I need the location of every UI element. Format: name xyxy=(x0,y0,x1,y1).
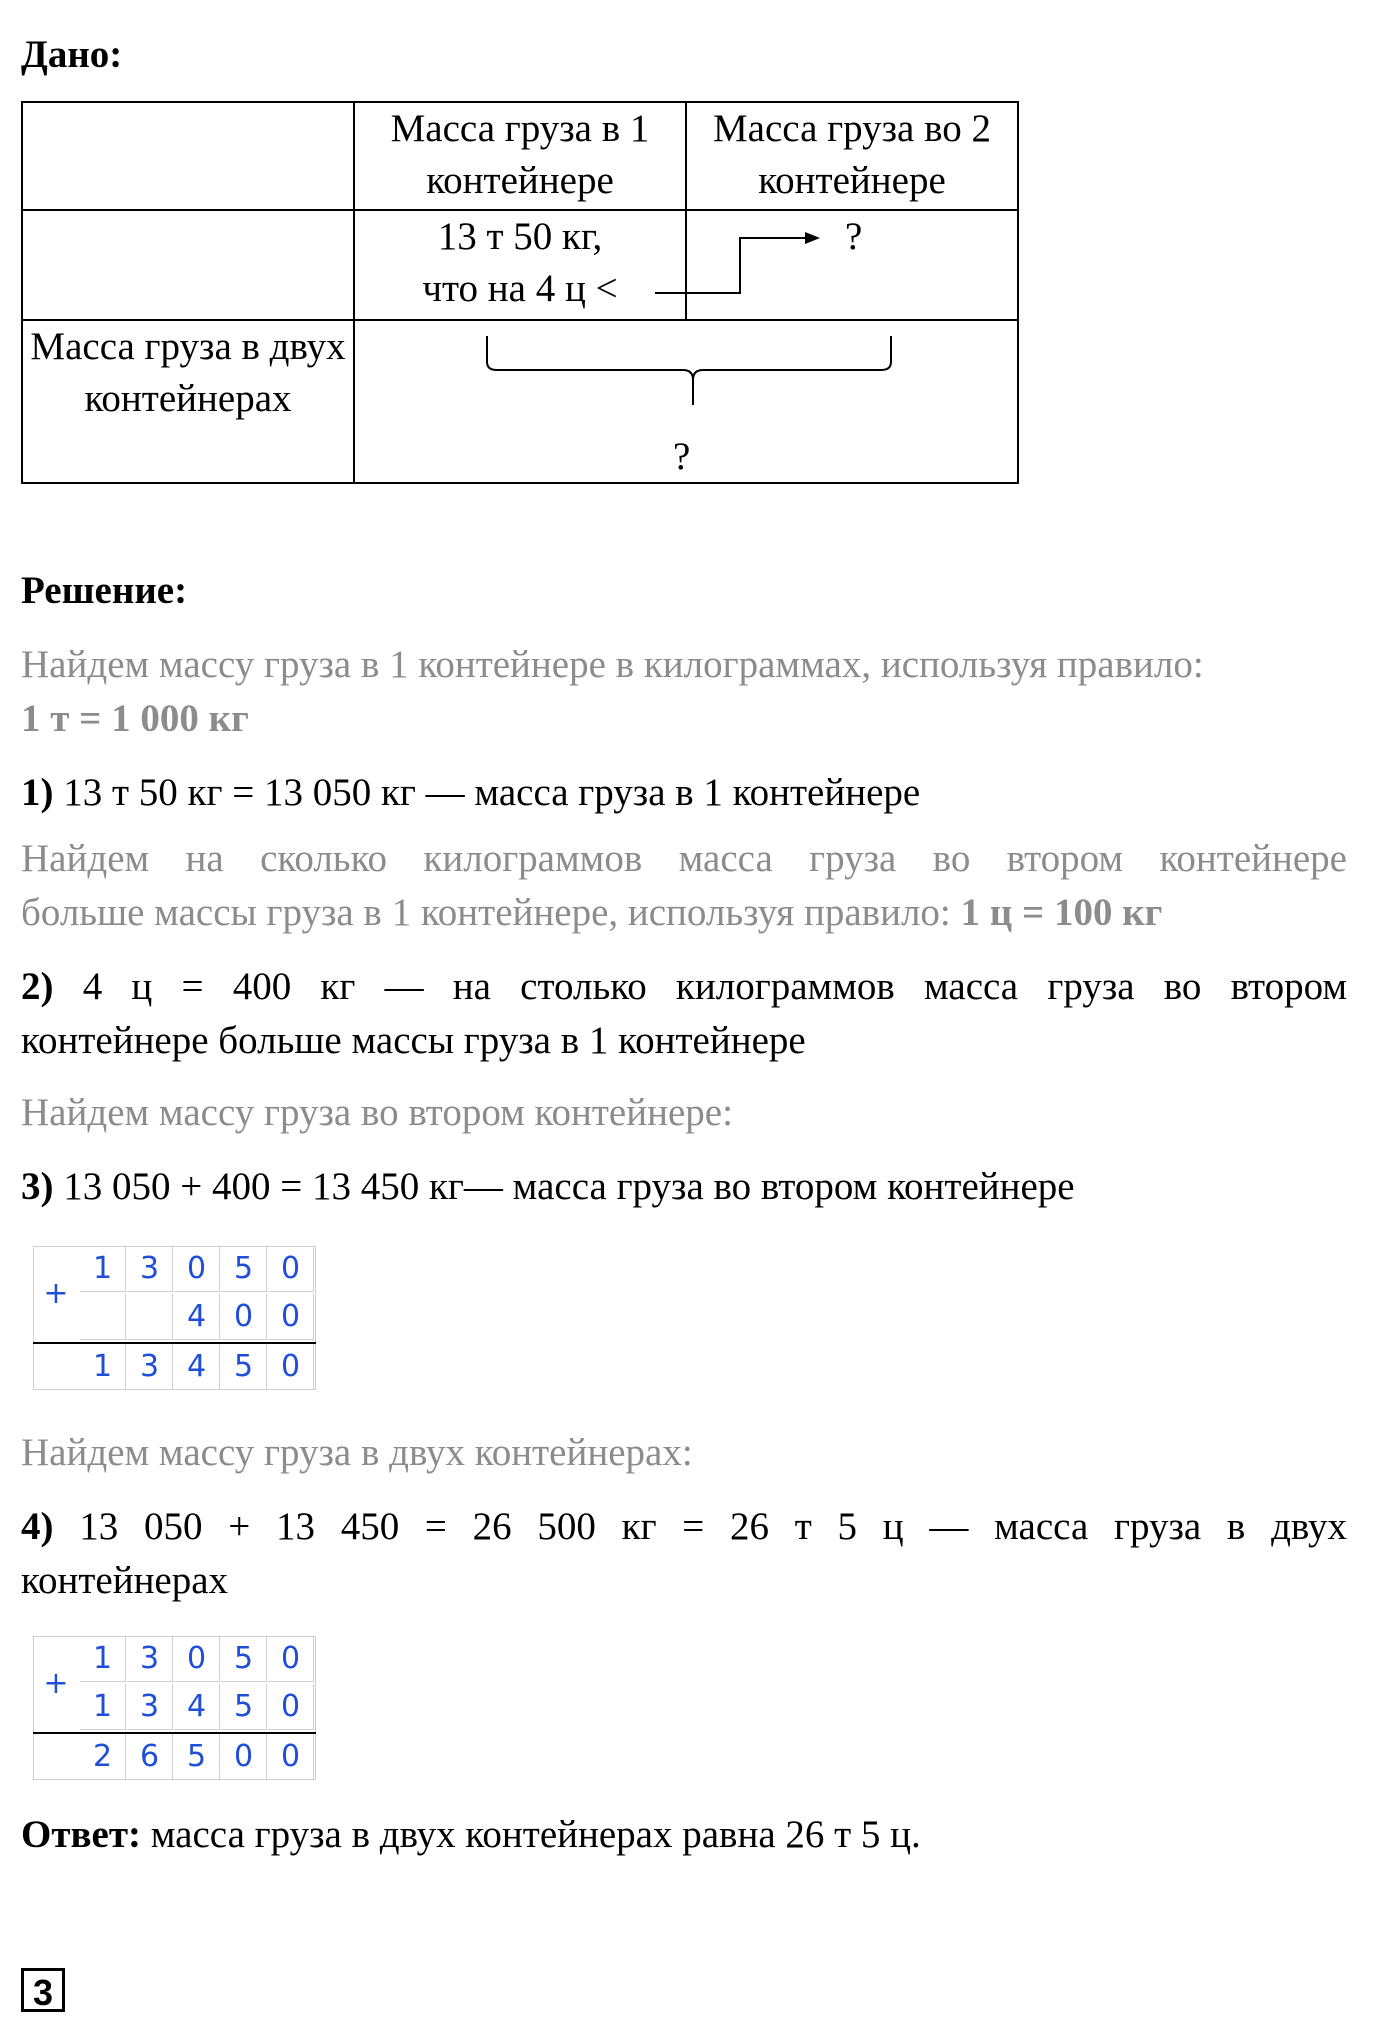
result-digit-cell: 1 xyxy=(80,1344,126,1390)
hint-4: Найдем массу груза в двух контейнерах: xyxy=(21,1431,693,1474)
step-1-text: 13 т 50 кг = 13 050 кг — масса груза в 1 контейнере xyxy=(63,771,921,814)
digit-cell: 4 xyxy=(174,1684,220,1730)
step-1 xyxy=(21,766,1361,820)
given-total-unknown: ? xyxy=(673,435,691,478)
hint-3: Найдем массу груза во втором контейнере: xyxy=(21,1091,733,1134)
given-heading: Дано: xyxy=(21,33,123,76)
given-mass1-value: 13 т 50 кг, xyxy=(437,215,603,258)
step-4-line2: контейнерах xyxy=(21,1559,229,1602)
page-number: 3 xyxy=(21,1968,65,2012)
step-3 xyxy=(21,1160,1361,1214)
step-3-text: 13 050 + 400 = 13 450 кг— масса груза во втором контейнере xyxy=(63,1165,1075,1208)
digit-cell: 1 xyxy=(80,1684,126,1730)
digit-cell: 0 xyxy=(268,1294,314,1340)
digit-cell: 1 xyxy=(80,1246,126,1292)
given-mass2-unknown: ? xyxy=(845,215,863,258)
given-row2-label: Масса груза в двух контейнерах xyxy=(22,320,354,483)
hint-1 xyxy=(21,638,1361,746)
plus-sign: + xyxy=(43,1666,69,1701)
hint-2 xyxy=(21,832,1347,940)
solution-heading: Решение: xyxy=(21,569,188,612)
hint-1-text: Найдем массу груза в 1 контейнере в килограммах, используя правило: xyxy=(21,643,1204,686)
digit-cell xyxy=(80,1294,126,1340)
step-4-number: 4) xyxy=(21,1505,54,1548)
digit-cell: 0 xyxy=(268,1246,314,1292)
digit-cell: 5 xyxy=(221,1636,267,1682)
hint-1-rule: 1 т = 1 000 кг xyxy=(21,697,249,740)
column-addition-2 xyxy=(33,1636,316,1780)
step-2-line1: 4 ц = 400 кг — на столько килограммов масса груза во втором xyxy=(82,965,1348,1008)
result-digit-cell: 6 xyxy=(127,1734,173,1780)
hint-2-text-cont: больше массы груза в 1 контейнере, используя правило: xyxy=(21,891,951,934)
result-digit-cell: 0 xyxy=(268,1344,314,1390)
step-2 xyxy=(21,960,1347,1068)
answer xyxy=(21,1808,1361,1862)
digit-cell xyxy=(127,1294,173,1340)
digit-cell: 0 xyxy=(174,1636,220,1682)
given-col1-header: Масса груза в 1 контейнере xyxy=(354,102,686,210)
step-4-line1: 13 050 + 13 450 = 26 500 кг = 26 т 5 ц — масса груза в двух xyxy=(79,1505,1348,1548)
total-brace xyxy=(487,336,891,405)
result-digit-cell: 4 xyxy=(174,1344,220,1390)
digit-cell: 0 xyxy=(221,1294,267,1340)
result-digit-cell: 0 xyxy=(268,1734,314,1780)
digit-cell: 4 xyxy=(174,1294,220,1340)
step-3-number: 3) xyxy=(21,1165,54,1208)
result-digit-cell: 3 xyxy=(127,1344,173,1390)
hint-2-rule: 1 ц = 100 кг xyxy=(960,891,1163,934)
result-digit-cell: 2 xyxy=(80,1734,126,1780)
answer-label: Ответ: xyxy=(21,1813,142,1856)
column-addition-1 xyxy=(33,1246,316,1390)
digit-cell: 3 xyxy=(127,1636,173,1682)
digit-cell: 0 xyxy=(268,1684,314,1730)
result-digit-cell: 5 xyxy=(221,1344,267,1390)
answer-text: масса груза в двух контейнерах равна 26 т 5 ц. xyxy=(150,1813,921,1856)
comparison-arrow-line xyxy=(655,238,805,293)
digit-cell: 0 xyxy=(268,1636,314,1682)
digit-cell: 3 xyxy=(127,1246,173,1292)
digit-cell: 0 xyxy=(174,1246,220,1292)
step-1-number: 1) xyxy=(21,771,54,814)
step-2-line2: контейнере больше массы груза в 1 контейнере xyxy=(21,1019,806,1062)
hint-2-text: Найдем на сколько килограммов масса груза во втором контейнере xyxy=(21,837,1347,880)
comparison-arrow-head xyxy=(805,232,820,244)
given-col2-header: Масса груза во 2 контейнере xyxy=(686,102,1018,210)
digit-cell: 3 xyxy=(127,1684,173,1730)
result-digit-cell: 0 xyxy=(221,1734,267,1780)
plus-sign: + xyxy=(43,1276,69,1311)
given-mass1-comparison: что на 4 ц < xyxy=(422,267,618,310)
step-4 xyxy=(21,1500,1347,1608)
given-diagram-lines xyxy=(0,0,1400,520)
digit-cell: 1 xyxy=(80,1636,126,1682)
digit-cell: 5 xyxy=(221,1246,267,1292)
digit-cell: 5 xyxy=(221,1684,267,1730)
step-2-number: 2) xyxy=(21,965,54,1008)
result-digit-cell: 5 xyxy=(174,1734,220,1780)
